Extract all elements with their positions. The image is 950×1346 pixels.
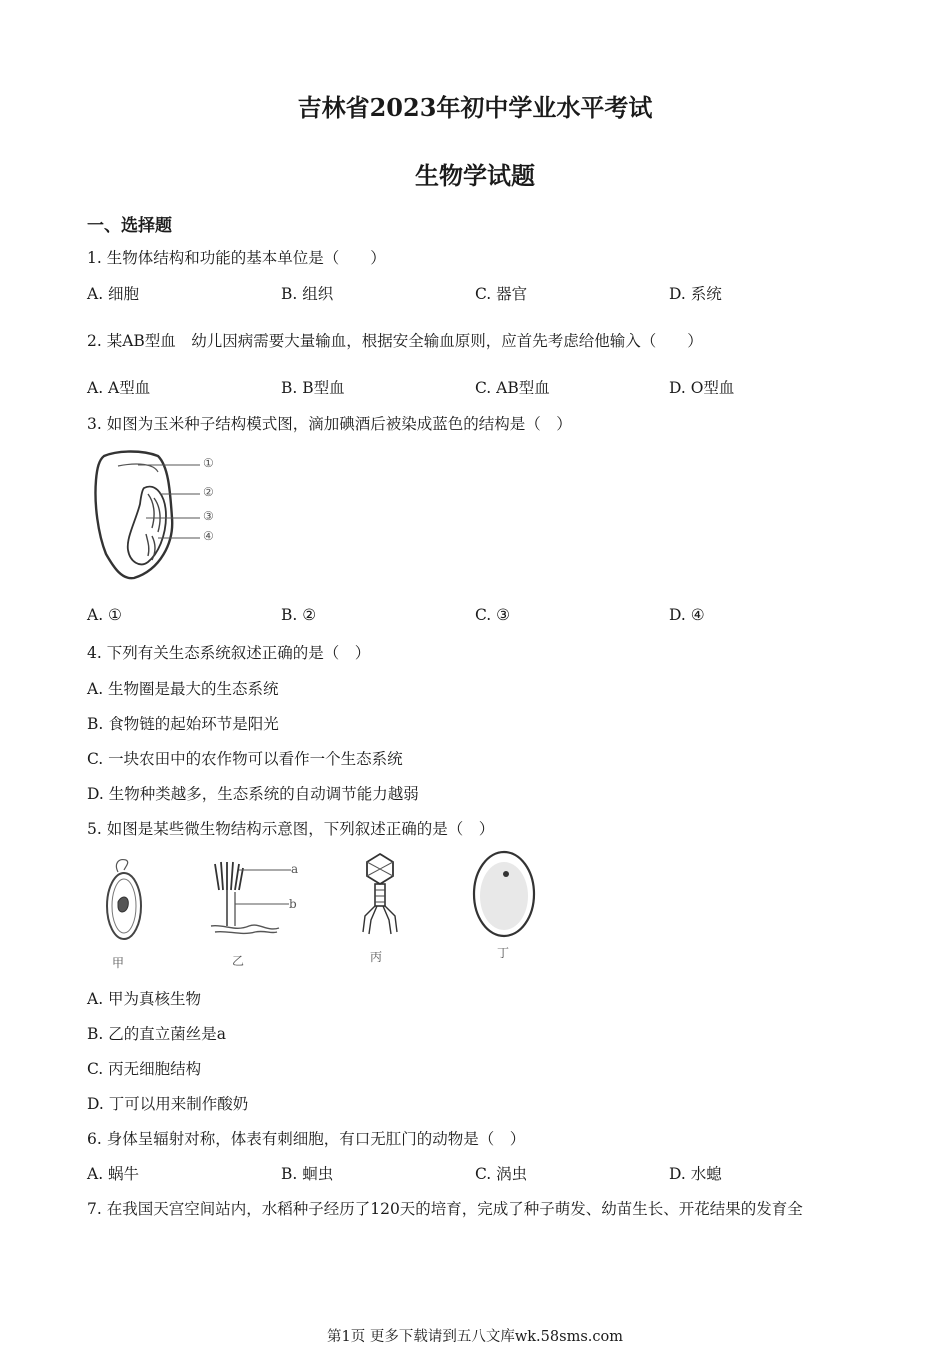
q5-option-d: D. 丁可以用来制作酸奶 [87,1095,249,1113]
q3-option-c: C. ③ [475,606,511,624]
question-4-stem: 4. 下列有关生态系统叙述正确的是（ ） [87,644,371,662]
page-footer: 第1页 更多下载请到五八文库wk.58sms.com [327,1329,623,1345]
q1-option-b: B. 组织 [281,285,334,303]
q4-option-c: C. 一块农田中的农作物可以看作一个生态系统 [87,750,403,768]
q6-option-d: D. 水螅 [669,1165,722,1183]
virus-tail [375,884,385,906]
embryo-detail-2 [154,498,160,532]
microbe-label-jia: 甲 [112,956,125,970]
page-title: 吉林省2023年初中学业水平考试 [297,93,653,122]
q6-option-b: B. 蛔虫 [281,1165,334,1183]
question-7-stem: 7. 在我国天宫空间站内，水稻种子经历了120天的培育，完成了种子萌发、幼苗生长、开花结果的发育全 [87,1200,803,1218]
microbe-label-yi: 乙 [232,954,245,968]
tail-fibers [363,906,397,934]
seed-label-3: ③ [203,509,214,523]
q5-option-a: A. 甲为真核生物 [87,990,202,1008]
question-5-stem: 5. 如图是某些微生物结构示意图，下列叙述正确的是（ ） [87,820,495,838]
q3-option-d: D. ④ [669,606,705,624]
bacterium-figure [96,856,156,946]
q1-option-c: C. 器官 [475,285,528,303]
q6-option-a: A. 蜗牛 [87,1165,140,1183]
flagellum [116,860,127,872]
substrate-hyphae [211,925,279,933]
q3-option-a: A. ① [87,606,122,624]
corn-seed-figure [88,448,238,584]
q6-option-c: C. 涡虫 [475,1165,528,1183]
section-heading: 一、选择题 [87,216,172,236]
mold-label-b: b [289,897,297,911]
q5-option-c: C. 丙无细胞结构 [87,1060,202,1078]
q4-option-d: D. 生物种类越多，生态系统的自动调节能力越弱 [87,785,419,803]
embryo-detail-1 [148,494,154,528]
q2-option-b: B. B型血 [281,379,345,397]
microbe-label-ding: 丁 [497,946,510,960]
q2-option-a: A. A型血 [87,379,151,397]
seed-label-1: ① [203,456,214,470]
yeast-nucleus [503,871,509,877]
mold-label-a: a [291,862,299,876]
q2-option-c: C. AB型血 [475,379,550,397]
embryo-detail-3 [146,534,149,556]
yeast-figure [470,848,540,940]
q4-option-a: A. 生物圈是最大的生态系统 [87,680,279,698]
embryo-outline [128,487,166,565]
q5-option-b: B. 乙的直立菌丝是a [87,1025,226,1043]
question-2-stem: 2. 某AB型血 幼儿因病需要大量输血，根据安全输血原则，应首先考虑给他输入（ ） [87,332,703,350]
question-3-stem: 3. 如图为玉米种子结构模式图，滴加碘酒后被染成蓝色的结构是（ ） [87,415,572,433]
virus-figure [355,852,405,936]
microbe-label-bing: 丙 [370,950,383,964]
q1-option-d: D. 系统 [669,285,722,303]
seed-label-4: ④ [203,529,214,543]
q3-option-b: B. ② [281,606,317,624]
spore-head [215,862,243,890]
seed-label-2: ② [203,485,214,499]
q2-option-d: D. O型血 [669,379,735,397]
question-1-stem: 1. 生物体结构和功能的基本单位是（ ） [87,249,386,267]
nucleoid [118,897,128,912]
q4-option-b: B. 食物链的起始环节是阳光 [87,715,279,733]
q1-option-a: A. 细胞 [87,285,140,303]
question-6-stem: 6. 身体呈辐射对称，体表有刺细胞，有口无肛门的动物是（ ） [87,1130,526,1148]
page-subtitle: 生物学试题 [415,161,535,190]
